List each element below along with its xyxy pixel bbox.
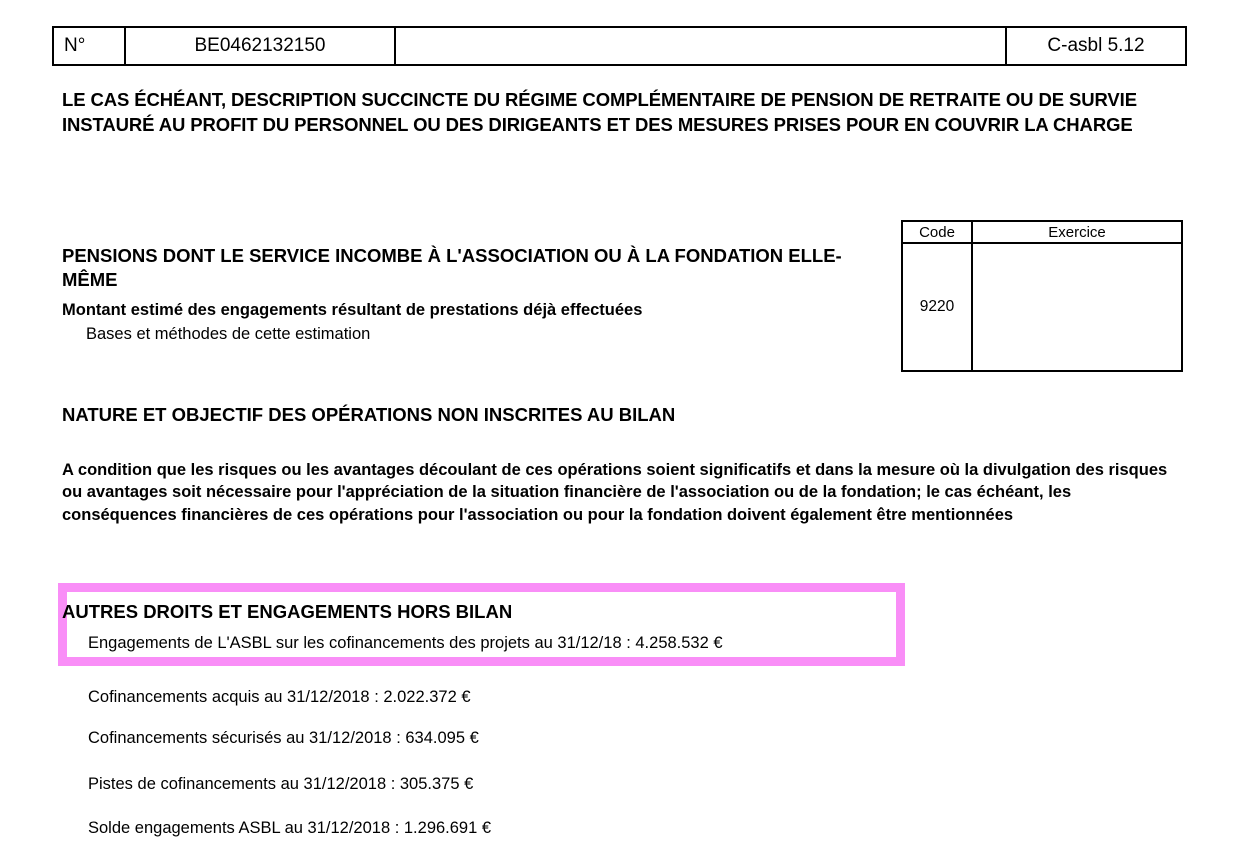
pensions-heading: PENSIONS DONT LE SERVICE INCOMBE À L'ASSOCIATION OU À LA FONDATION ELLE-MÊME: [62, 245, 842, 290]
code-table-header-row: [903, 222, 1181, 244]
identification-blank-cell: [396, 28, 1007, 64]
code-table-data-row: [903, 244, 1181, 370]
engagements-cofinancements-line: Engagements de L'ASBL sur les cofinancements des projets au 31/12/18 : 4.258.532 €: [88, 634, 723, 652]
detail-line: Cofinancements sécurisés au 31/12/2018 : 634.095 €: [88, 729, 479, 747]
exercice-value-cell[interactable]: [973, 244, 1181, 370]
nature-paragraph: A condition que les risques ou les avantages découlant de ces opérations soient significatifs et dans la mesure où la divulgation des risques ou avantages soit nécessaire pour l'appréciation de la situation financière de l'association ou de la fondation; le cas échéant, les conséquences financières de ces opérations pour l'association ou pour la fondation doivent également être mentionnées: [62, 461, 1168, 524]
autres-droits-heading: AUTRES DROITS ET ENGAGEMENTS HORS BILAN: [62, 601, 513, 622]
detail-line: Solde engagements ASBL au 31/12/2018 : 1.296.691 €: [88, 819, 492, 837]
form-code-cell: C-asbl 5.12: [1047, 35, 1145, 56]
identification-table: [52, 26, 1187, 66]
code-exercice-table: [901, 220, 1183, 372]
pensions-subheading: Montant estimé des engagements résultant de prestations déjà effectuées: [62, 301, 643, 319]
detail-line: Pistes de cofinancements au 31/12/2018 : 305.375 €: [88, 775, 474, 793]
nature-heading: NATURE ET OBJECTIF DES OPÉRATIONS NON INSCRITES AU BILAN: [62, 404, 676, 425]
identification-label-cell: N°: [54, 28, 126, 64]
detail-line: Cofinancements acquis au 31/12/2018 : 2.022.372 €: [88, 688, 471, 706]
exercice-column-header: Exercice: [1048, 223, 1106, 241]
company-number-cell: BE0462132150: [126, 28, 396, 64]
pensions-subitem: Bases et méthodes de cette estimation: [86, 325, 371, 343]
main-heading: LE CAS ÉCHÉANT, DESCRIPTION SUCCINCTE DU RÉGIME COMPLÉMENTAIRE DE PENSION DE RETRAITE OU DE SURVIE INSTAURÉ AU PROFIT DU PERSONNEL OU DES DIRIGEANTS ET DES MESURES PRISES POUR EN COUVRIR LA CHARGE: [62, 89, 1137, 135]
code-column-header: Code: [903, 222, 973, 242]
code-value-cell: 9220: [903, 244, 973, 370]
